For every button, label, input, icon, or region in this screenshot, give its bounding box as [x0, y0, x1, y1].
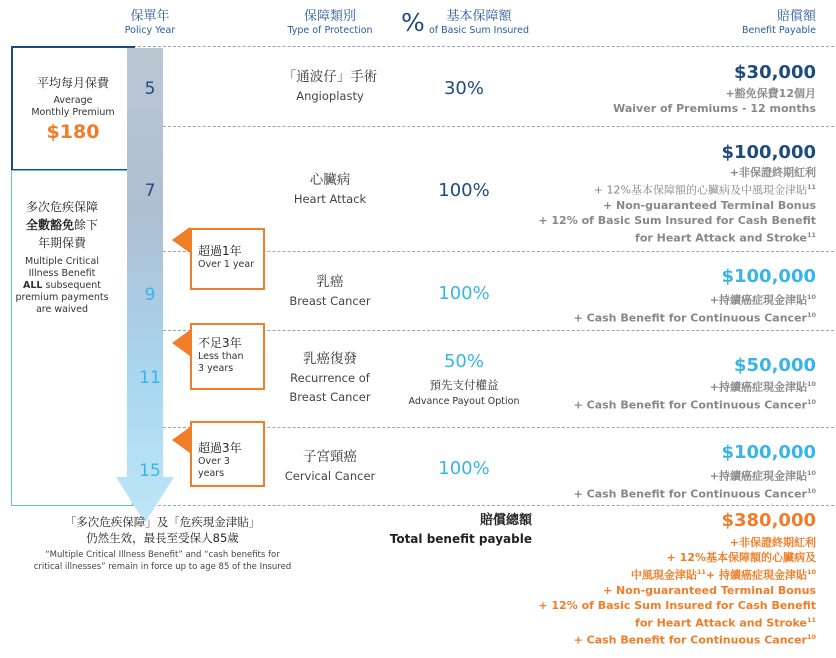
footnote-ref: 10: [806, 633, 816, 642]
protection-type-angioplasty: [270, 68, 390, 106]
benefit-note-line: +持續癌症現金津貼: [709, 380, 807, 394]
benefit-amount: $100,000: [721, 142, 816, 163]
benefit-note-line: + Cash Benefit for Continuous Cancer: [573, 487, 807, 501]
waiver-en-5: are waived: [35, 304, 89, 315]
waiver-en-3: subsequent: [42, 280, 101, 291]
protection-type-heart-attack: [270, 171, 390, 209]
protection-type-zh: 乳癌: [316, 274, 344, 290]
percent-100: 100%: [438, 180, 490, 201]
callout-1-zh: 超過1年: [198, 244, 242, 258]
header-basic-sum-zh: 基本保障額: [446, 9, 512, 24]
callout-3-zh: 超過3年: [198, 441, 242, 455]
percent-100: 100%: [438, 283, 490, 304]
benefit-note-line: + Cash Benefit for Continuous Cancer: [573, 398, 807, 412]
protection-type-zh: 「通波仔」手術: [282, 69, 378, 85]
callout-2-zh: 不足3年: [198, 336, 242, 350]
protection-type-en: Angioplasty: [296, 89, 364, 103]
waiver-en-4: premium payments: [15, 292, 109, 303]
waiver-zh: [12, 198, 112, 252]
benefit-note-line: +非保證終期紅利: [729, 166, 816, 179]
waiver-zh-bold: 全數豁免: [25, 218, 74, 232]
benefit-note: [613, 86, 816, 116]
row-divider: [118, 505, 834, 506]
header-benefit-zh: 賠償額: [776, 9, 816, 24]
benefit-note-line: + Non-guaranteed Terminal Bonus: [602, 198, 816, 212]
benefit-note-line: +豁免保費12個月: [725, 87, 816, 100]
header-policy-year: [118, 10, 182, 38]
total-note-line: for Heart Attack and Stroke: [635, 616, 807, 630]
benefit-note-line: +持續癌症現金津貼: [709, 293, 807, 307]
premium-en-1: Average: [53, 95, 93, 106]
footer-note-en-1: “Multiple Critical Illness Benefit” and “cash benefits for: [45, 550, 280, 560]
total-label: [372, 512, 532, 548]
benefit-note: [574, 290, 816, 325]
total-note-line: + 12%基本保障額的心臟病及: [666, 551, 816, 564]
callout-pointer-icon: [172, 227, 190, 253]
header-policy-year-en: Policy Year: [124, 25, 176, 36]
protection-type-zh: 子宮頸癌: [303, 449, 357, 465]
policy-year-5: 5: [144, 79, 156, 99]
benefit-amount: $100,000: [721, 442, 816, 463]
footer-note-en-2: critical illnesses” remain in force up to age 85 of the Insured: [33, 562, 292, 572]
footnote-ref: 11: [806, 615, 816, 624]
waiver-en: [12, 256, 112, 316]
protection-type-en-1: Recurrence of: [290, 371, 370, 385]
premium-amount: $180: [46, 121, 100, 143]
waiver-box: [11, 170, 133, 506]
premium-zh: 平均每月保費: [36, 76, 109, 90]
header-benefit-en: Benefit Payable: [741, 25, 816, 36]
header-basic-sum: [424, 10, 534, 38]
benefit-note-line: + 12% of Basic Sum Insured for Cash Benefit: [538, 213, 816, 227]
footnote-ref: 10: [806, 380, 816, 388]
percent-30: 30%: [443, 78, 484, 99]
callout-less-than-3-years: [190, 323, 265, 390]
footnote-ref: 11: [806, 183, 816, 191]
callout-3-en: Over 3 years: [198, 456, 230, 479]
row-divider: [118, 126, 834, 127]
total-note-line: + Cash Benefit for Continuous Cancer: [573, 633, 807, 647]
protection-type-en: Cervical Cancer: [284, 469, 376, 483]
total-label-zh: 賠償總額: [479, 513, 532, 528]
benefit-note: [538, 165, 816, 245]
benefit-note-line: + Cash Benefit for Continuous Cancer: [573, 311, 807, 325]
benefit-note-line: Waiver of Premiums - 12 months: [613, 102, 816, 115]
footer-note-zh-2: 仍然生效，最長至受保人85歲: [86, 531, 239, 545]
benefit-amount: $50,000: [734, 355, 816, 376]
footnote-ref: 10: [806, 469, 816, 477]
footnote-ref: 10: [806, 568, 816, 576]
benefit-note: [574, 466, 816, 501]
protection-type-en: Heart Attack: [293, 192, 367, 206]
benefit-note-line: + 12%基本保障額的心臟病及中風現金津貼: [593, 183, 807, 197]
header-type-en: Type of Protection: [287, 25, 373, 36]
footnote-ref: 10: [806, 293, 816, 301]
callout-2-en-1: Less than: [198, 351, 244, 362]
policy-year-15: 15: [139, 461, 161, 481]
protection-type-breast-cancer: [270, 273, 390, 311]
policy-year-11: 11: [139, 368, 161, 388]
benefit-amount: $100,000: [721, 266, 816, 287]
waiver-en-2: Illness Benefit: [28, 268, 96, 279]
footnote-ref: 10: [806, 310, 816, 319]
total-amount: $380,000: [721, 510, 816, 531]
footer-note: [20, 514, 305, 573]
benefit-note: [574, 377, 816, 412]
waiver-en-1: Multiple Critical: [25, 256, 99, 267]
waiver-zh-2: 餘下: [74, 218, 99, 232]
footnote-ref: 10: [806, 397, 816, 406]
header-benefit: [742, 10, 816, 38]
footer-note-zh-1: 「多次危疾保障」及「危疾現金津貼」: [64, 515, 261, 529]
callout-pointer-icon: [172, 330, 190, 356]
premium-en-2: Monthly Premium: [31, 107, 115, 118]
footnote-ref: 11: [806, 230, 816, 239]
header-type-zh: 保障類別: [303, 9, 356, 24]
protection-type-zh: 心臟病: [309, 172, 351, 188]
benefit-note-line: +持續癌症現金津貼: [709, 469, 807, 483]
callout-2-en-2: 3 years: [198, 363, 234, 374]
total-note-line: + Non-guaranteed Terminal Bonus: [602, 583, 816, 597]
total-note-line: + 12% of Basic Sum Insured for Cash Benefit: [538, 598, 816, 612]
callout-pointer-icon: [172, 427, 190, 453]
footnote-ref: 11: [696, 568, 706, 576]
waiver-zh-1: 多次危疾保障: [25, 200, 98, 214]
row-divider: [118, 46, 834, 47]
waiver-en-bold: ALL: [23, 280, 43, 291]
callout-1-en: Over 1 year: [198, 259, 255, 270]
total-label-en: Total benefit payable: [389, 532, 532, 546]
benefit-amount: $30,000: [734, 62, 816, 83]
percent-50: 50%: [443, 351, 484, 372]
policy-year-7: 7: [144, 181, 156, 201]
total-note-line: +非保證終期紅利: [729, 536, 816, 549]
callout-over-1-year: [190, 228, 265, 290]
header-percent-symbol: %: [401, 8, 425, 37]
protection-type-cervical-cancer: [270, 448, 390, 486]
total-note-line: + 持續癌症現金津貼: [705, 568, 807, 582]
premium-en: [13, 95, 133, 119]
protection-type-recurrence: [270, 350, 390, 407]
protection-type-en: Breast Cancer: [289, 294, 371, 308]
header-protection-type: [270, 10, 390, 38]
footnote-ref: 10: [806, 486, 816, 495]
callout-over-3-years: [190, 421, 265, 487]
percent-100: 100%: [438, 458, 490, 479]
protection-type-en-2: Breast Cancer: [289, 390, 371, 404]
header-basic-sum-en: of Basic Sum Insured: [428, 25, 530, 36]
protection-type-zh: 乳癌復發: [303, 351, 357, 367]
policy-year-9: 9: [144, 285, 156, 305]
benefit-note-line: for Heart Attack and Stroke: [635, 231, 807, 245]
total-notes: [538, 535, 816, 648]
total-note-line: 中風現金津貼: [630, 568, 697, 582]
waiver-zh-3: 年期保費: [37, 236, 86, 250]
advance-payout-zh: 預先支付權益: [429, 378, 499, 392]
advance-payout-en: Advance Payout Option: [408, 396, 520, 407]
header-policy-year-zh: 保單年: [130, 9, 170, 24]
